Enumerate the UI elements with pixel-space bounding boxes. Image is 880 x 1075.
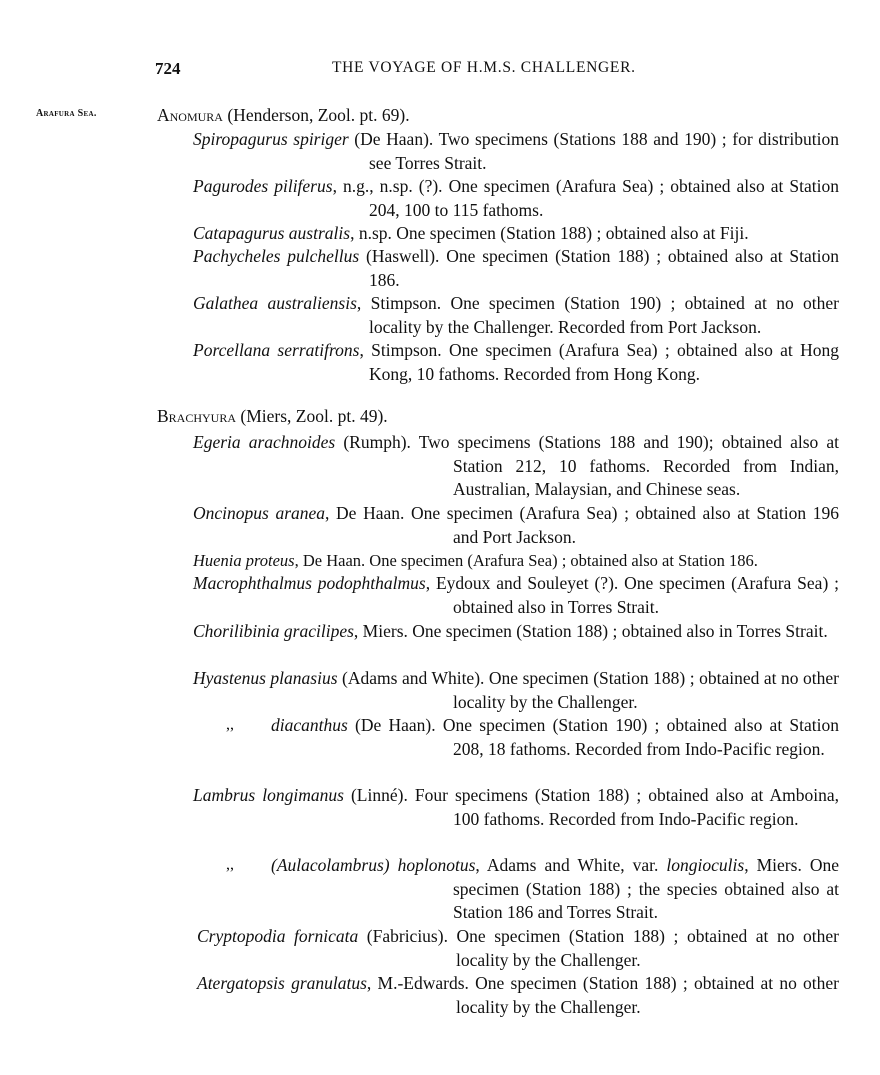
ditto-mark: ,, [226,856,234,873]
species-authority: , Miers. [353,621,408,641]
species-entry [193,572,839,619]
page-number: 724 [155,59,181,78]
variety-authority: , Miers. [744,855,802,875]
species-authority: (Adams and White). [337,668,485,688]
species-notes: One specimen (Arafura Sea) ; obtained also at Hong Kong, 10 fathoms. Recorded from Hong Kong. [369,340,839,384]
section-heading-brachyura [157,406,388,427]
species-entry [193,175,839,222]
species-authority: (Fabricius). [358,926,448,946]
species-entry [271,854,839,925]
species-notes: One specimen (Station 188) ; the species obtained also at Station 186 and Torres Strait. [453,855,840,922]
species-name: Spiropagurus spiriger [193,129,349,149]
species-entry [193,502,839,549]
species-notes: Four specimens (Station 188) ; obtained also at Amboina, 100 fathoms. Recorded from Indo-Pacific region. [407,785,839,829]
species-name: Egeria arachnoides [193,432,336,452]
species-entry [193,128,839,175]
species-name: Atergatopsis granulatus [197,973,367,993]
species-notes: One specimen (Station 188) ; obtained at no other locality by the Challenger. [456,973,840,1017]
species-notes: One specimen (Station 188) ; obtained also at Fiji. [391,223,749,243]
variety-name: longioculis [666,855,745,875]
species-name: Hyastenus planasius [193,668,338,688]
species-authority: , Eydoux and Souleyet (?). [425,573,619,593]
species-notes: One specimen (Arafura Sea) ; obtained also at Station 186. [365,551,758,570]
species-entry [271,714,839,761]
ditto-mark: ,, [226,716,234,733]
species-authority: (De Haan). [348,129,434,149]
species-name: Pagurodes piliferus [193,176,333,196]
species-name: (Aulacolambrus) hoplonotus [271,855,476,875]
species-authority: (Linné). [343,785,408,805]
species-notes: One specimen (Station 190) ; obtained at no other locality by the Challenger. Recorded from Port Jackson. [369,293,839,337]
species-name: Cryptopodia fornicata [197,926,359,946]
species-authority: (Rumph). [335,432,411,452]
section-heading-anomura [157,105,410,126]
species-notes: One specimen (Station 188) ; obtained also in Torres Strait. [407,621,828,641]
species-name: Oncinopus aranea [193,503,326,523]
species-authority: , Adams and White, var. [475,855,667,875]
species-authority: , M.-Edwards. [366,973,469,993]
species-name: Lambrus longimanus [193,785,344,805]
species-entry [193,620,839,644]
species-entry [193,784,839,831]
section-reference: (Henderson, Zool. pt. 69). [227,105,410,125]
species-entry [193,549,853,573]
species-entry [193,339,839,386]
species-notes: One specimen (Station 188) ; obtained at no other locality by the Challenger. [453,668,839,712]
species-notes: One specimen (Arafura Sea) ; obtained also in Torres Strait. [453,573,840,617]
species-entry [193,222,839,246]
section-name: Anomura [157,105,223,125]
species-name: Huenia proteus [193,551,295,570]
species-authority: , De Haan. [325,503,405,523]
species-authority: , Stimpson. [356,293,442,313]
species-notes: Two specimens (Stations 188 and 190) ; for distribution see Torres Strait. [369,129,839,173]
species-notes: One specimen (Station 190) ; obtained also at Station 208, 18 fathoms. Recorded from Indo-Pacific region. [435,715,839,759]
species-notes: One specimen (Station 188) ; obtained at no other locality by the Challenger. [447,926,839,970]
species-entry [197,925,839,972]
species-name: Galathea australiensis [193,293,357,313]
species-entry [193,245,839,292]
species-entry [193,292,839,339]
species-authority: , n.sp. [350,223,392,243]
species-entry [193,667,839,714]
species-notes: One specimen (Arafura Sea) ; obtained also at Station 196 and Port Jackson. [404,503,840,547]
species-authority: , De Haan. [294,551,366,570]
species-name: Pachycheles pulchellus [193,246,360,266]
species-name: Macrophthalmus podophthalmus [193,573,426,593]
species-entry [193,431,839,502]
species-authority: , Stimpson. [359,340,442,360]
species-authority: (De Haan). [347,715,436,735]
species-authority: (Haswell). [359,246,440,266]
section-name: Brachyura [157,406,237,426]
running-title: THE VOYAGE OF H.M.S. CHALLENGER. [332,59,636,76]
species-entry [197,972,839,1019]
species-notes: Two specimens (Stations 188 and 190); obtained also at Station 212, 10 fathoms. Recorded from Indian, Australian, Malaysian, and Chinese seas. [410,432,839,499]
species-name: Porcellana serratifrons [193,340,360,360]
sidenote-locality: Arafura Sea. [36,108,97,119]
species-name: Chorilibinia gracilipes [193,621,354,641]
species-name: Catapagurus australis [193,223,351,243]
section-reference: (Miers, Zool. pt. 49). [240,406,388,426]
species-notes: One specimen (Station 188) ; obtained also at Station 186. [369,246,839,290]
species-authority: , n.g., n.sp. (?). [332,176,443,196]
species-name: diacanthus [271,715,348,735]
species-notes: One specimen (Arafura Sea) ; obtained also at Station 204, 100 to 115 fathoms. [369,176,839,220]
